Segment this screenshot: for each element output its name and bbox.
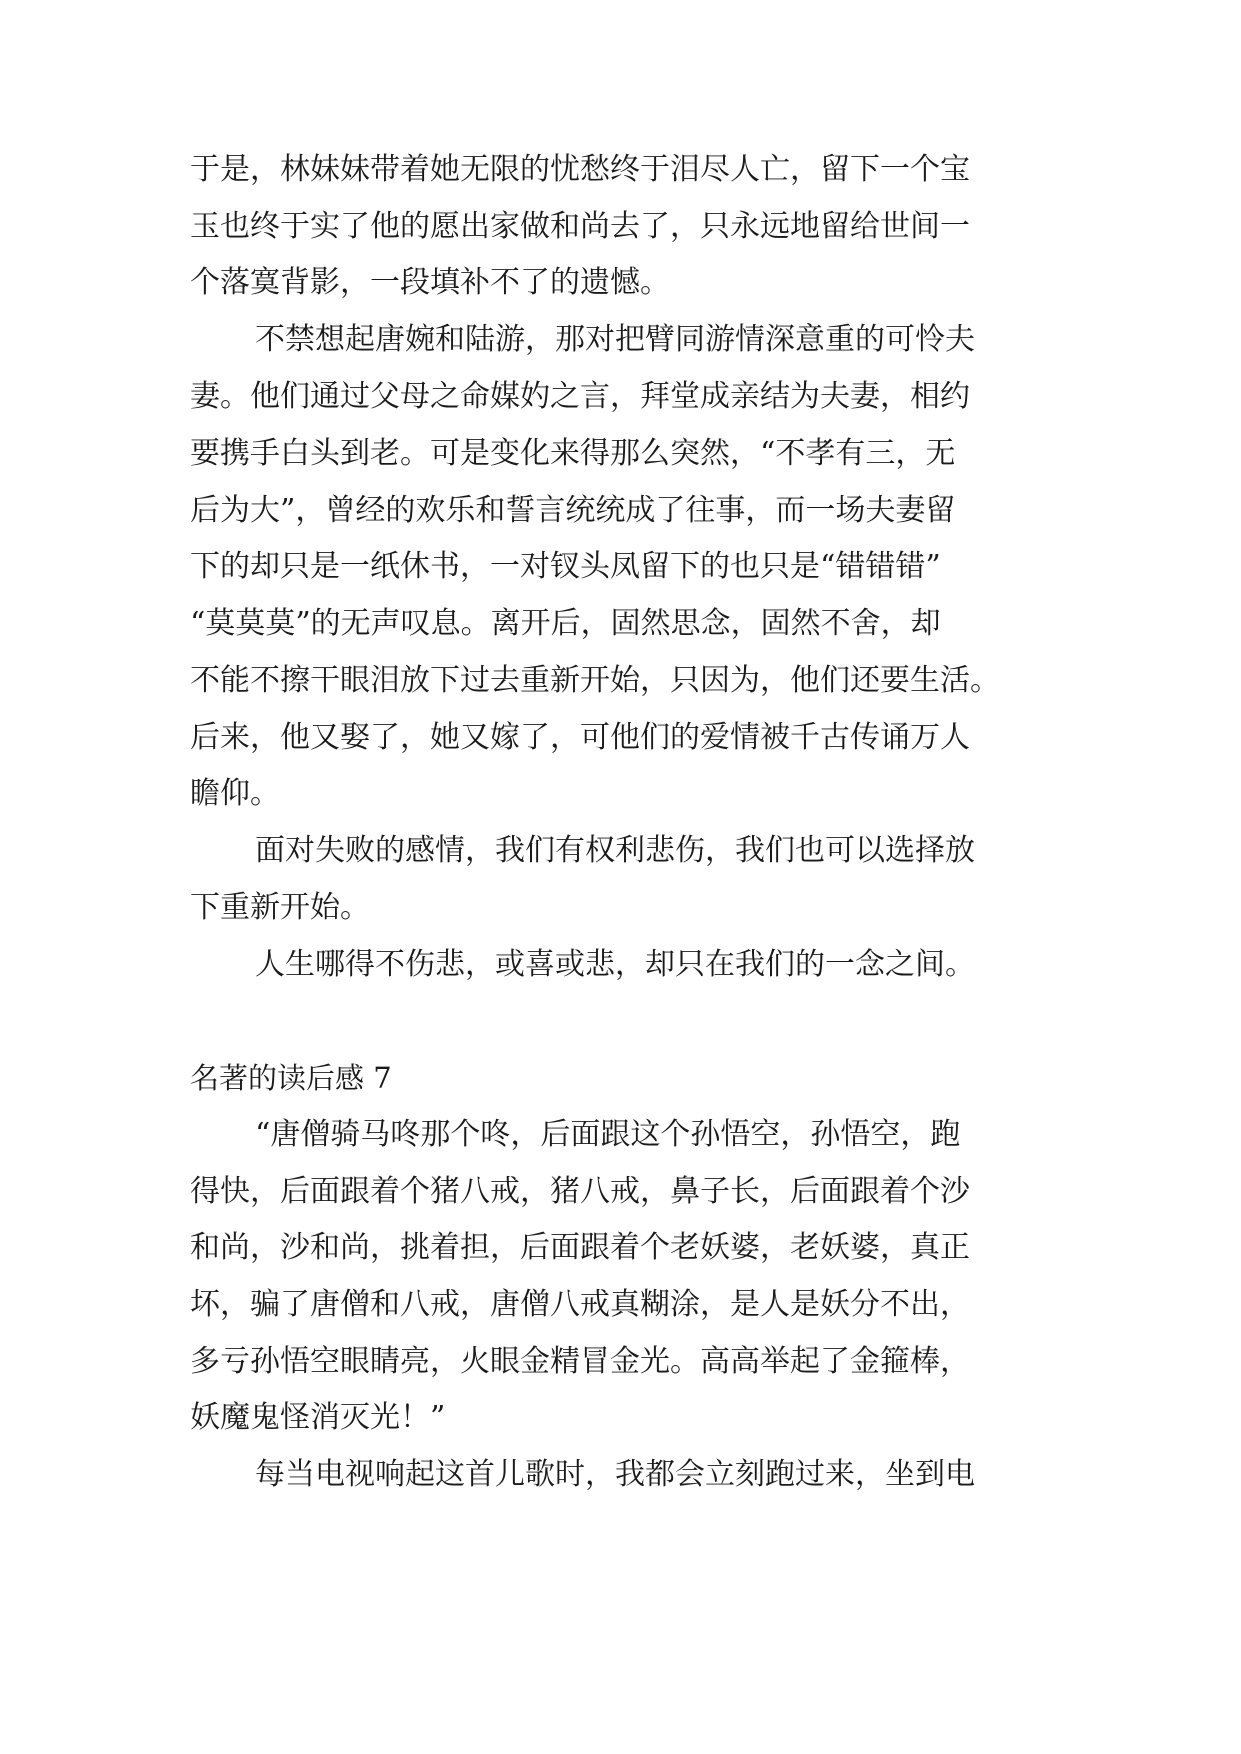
text-line: 下的却只是一纸休书，一对钗头凤留下的也只是“错错错” [190,549,941,584]
text-line: 不能不擦干眼泪放下过去重新开始，只因为，他们还要生活。 [190,663,1000,698]
text-line: 每当电视响起这首儿歌时，我都会立刻跑过来，坐到电 [255,1457,975,1492]
text-line: 要携手白头到老。可是变化来得那么突然，“不孝有三，无 [190,436,956,471]
text-line: 面对失败的感情，我们有权利悲伤，我们也可以选择放 [255,833,975,868]
text-line: “莫莫莫”的无声叹息。离开后，固然思念，固然不舍，却 [190,606,941,641]
text-line: 坏，骗了唐僧和八戒，唐僧八戒真糊涂，是人是妖分不出， [190,1287,970,1322]
text-line: 人生哪得不伤悲，或喜或悲，却只在我们的一念之间。 [255,947,975,982]
text-line: 得快，后面跟着个猪八戒，猪八戒，鼻子长，后面跟着个沙 [190,1174,970,1209]
text-line: 下重新开始。 [190,890,370,925]
text-line: 后为大”，曾经的欢乐和誓言统统成了往事，而一场夫妻留 [190,493,956,528]
text-line: 和尚，沙和尚，挑着担，后面跟着个老妖婆，老妖婆，真正 [190,1230,970,1265]
text-line: 玉也终于实了他的愿出家做和尚去了，只永远地留给世间一 [190,209,970,244]
text-line: 后来，他又娶了，她又嫁了，可他们的爱情被千古传诵万人 [190,720,970,755]
section-heading: 名著的读后感 7 [190,1061,392,1095]
text-line: 于是，林妹妹带着她无限的忧愁终于泪尽人亡，留下一个宝 [190,152,970,187]
text-line: 妻。他们通过父母之命媒妁之言，拜堂成亲结为夫妻，相约 [190,379,970,414]
text-line: 个落寞背影，一段填补不了的遗憾。 [190,265,670,300]
text-line: 瞻仰。 [190,776,280,811]
text-line: 不禁想起唐婉和陆游，那对把臂同游情深意重的可怜夫 [255,322,975,357]
text-line: “唐僧骑马咚那个咚，后面跟这个孙悟空，孙悟空，跑 [255,1117,961,1152]
text-line: 多亏孙悟空眼睛亮，火眼金精冒金光。高高举起了金箍棒， [190,1344,970,1379]
text-line: 妖魔鬼怪消灭光！” [190,1400,446,1435]
